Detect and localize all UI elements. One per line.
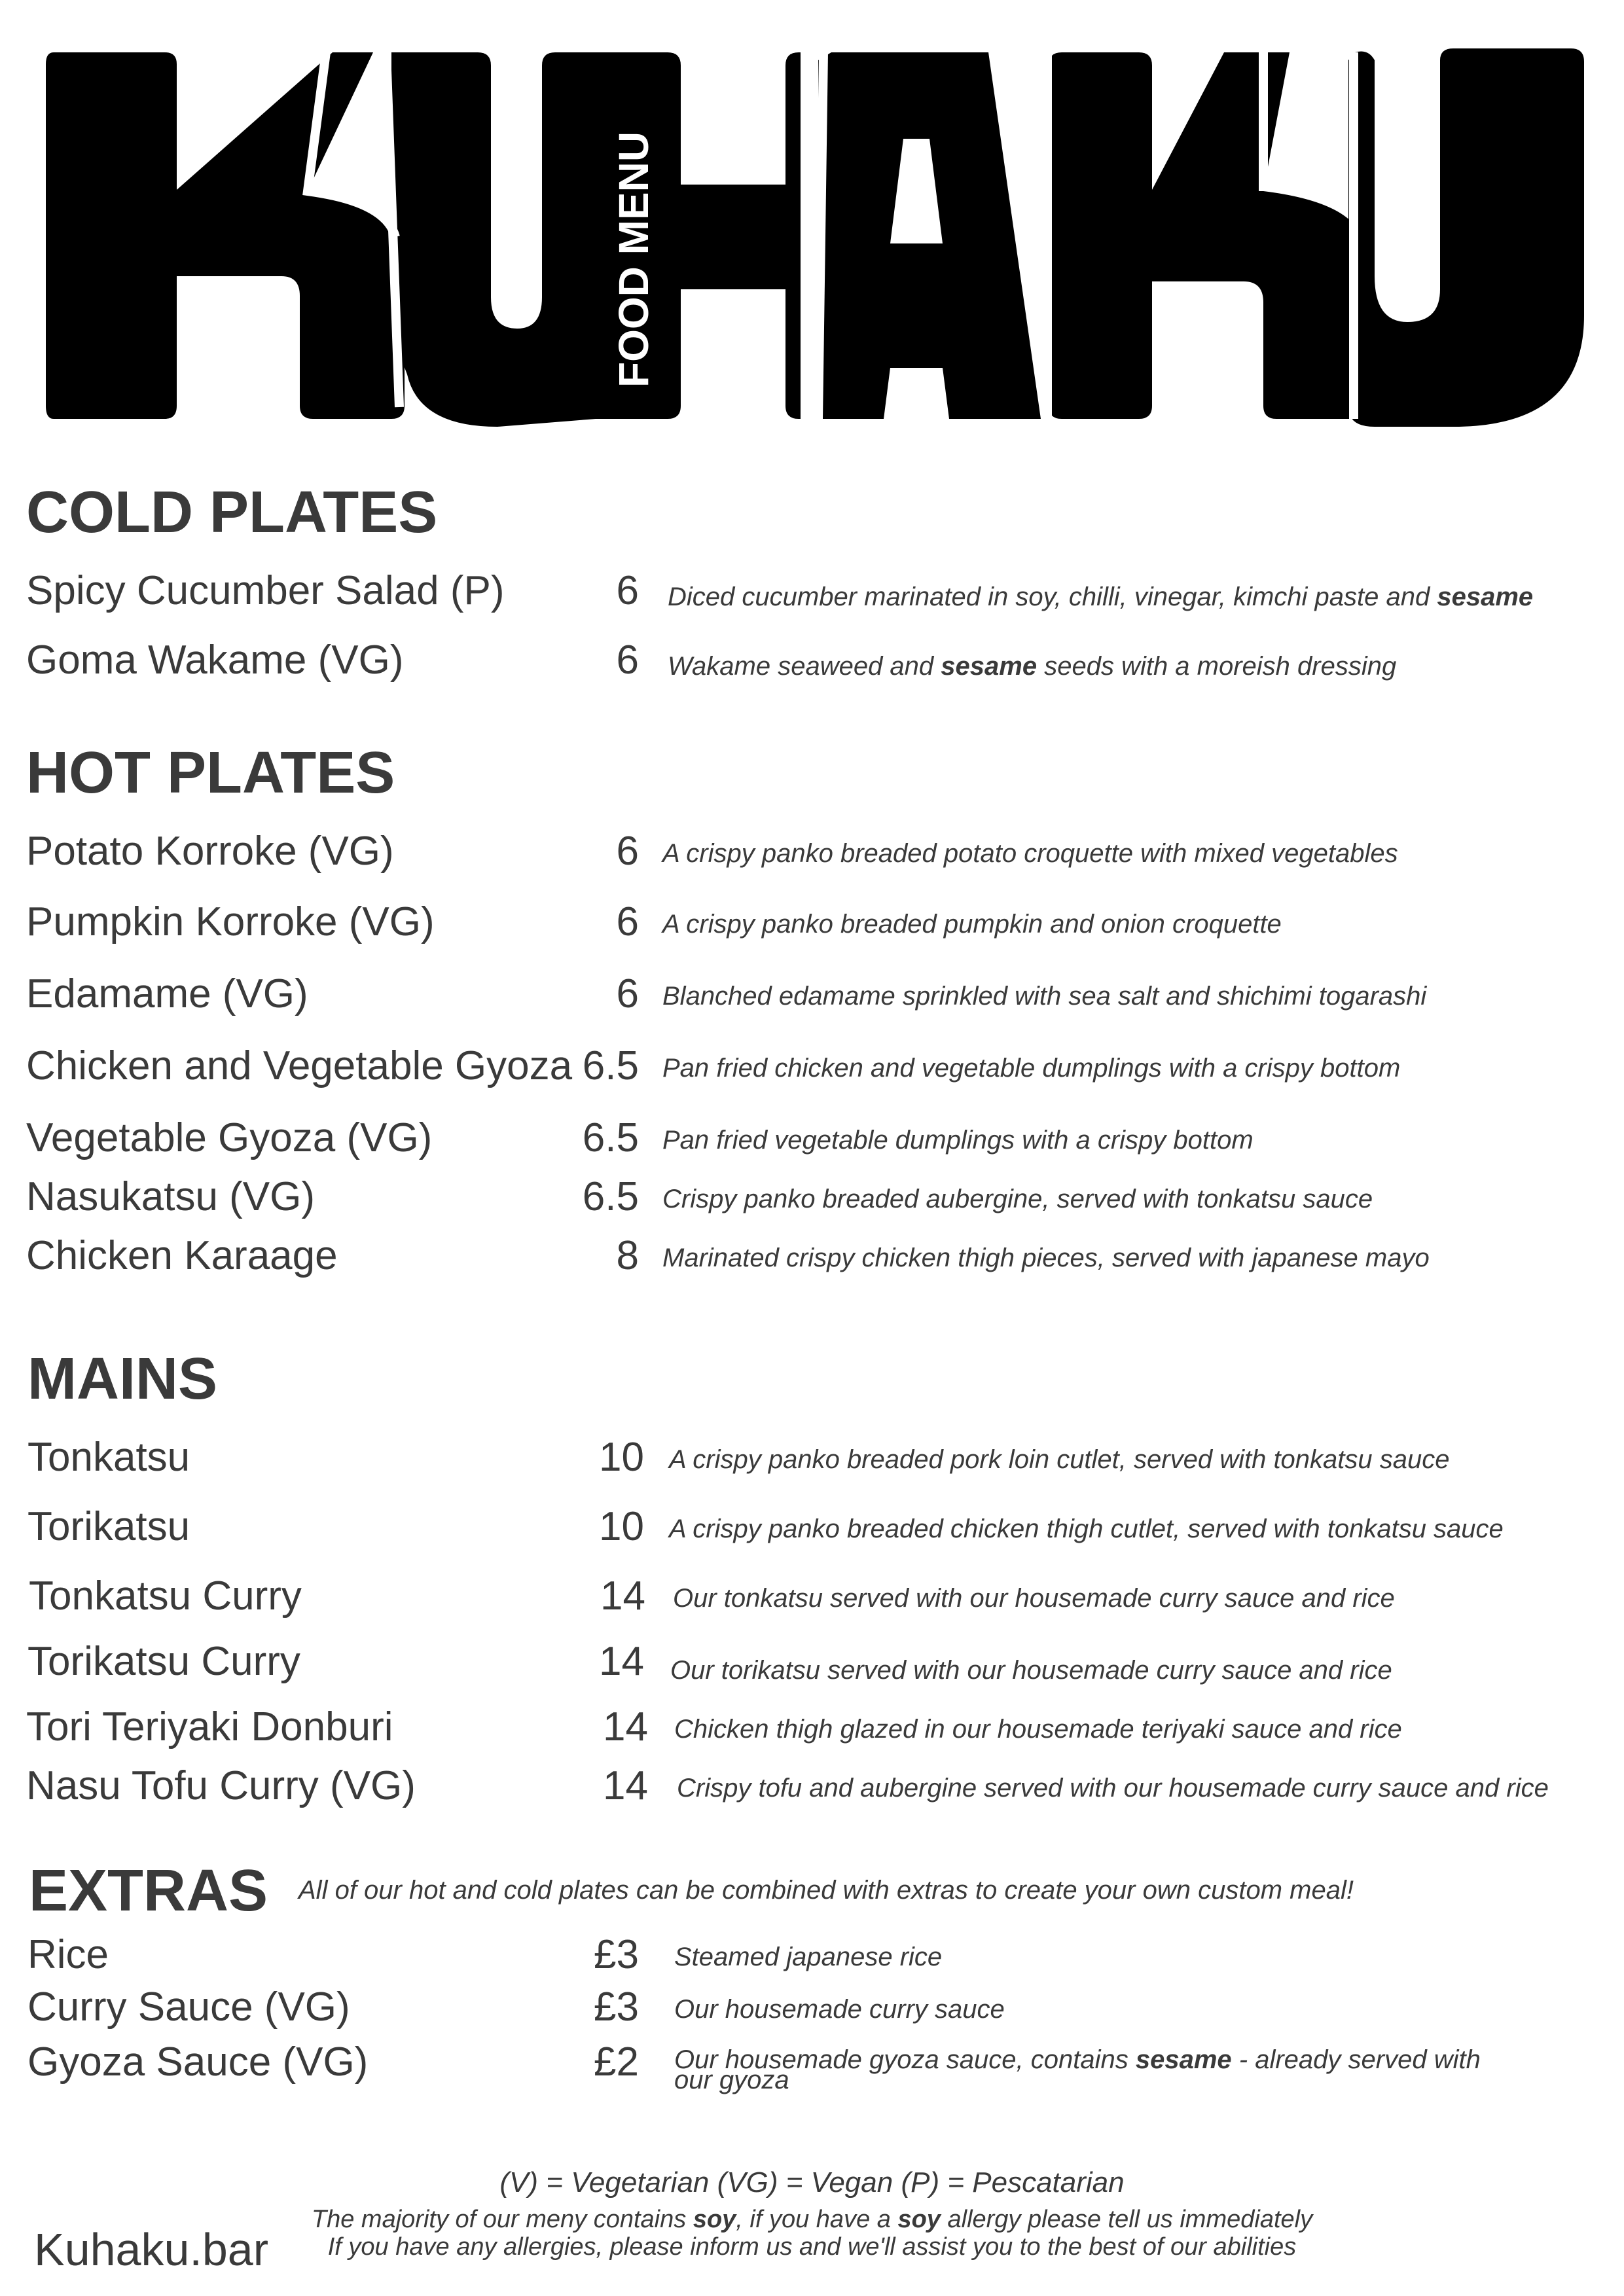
item-name: Spicy Cucumber Salad (P)	[26, 568, 505, 613]
item-price: 14	[603, 1704, 648, 1749]
item-name: Pumpkin Korroke (VG)	[26, 899, 435, 944]
hot-plates-heading: HOT PLATES	[26, 740, 395, 806]
item-price: £3	[594, 1932, 639, 1977]
item-description: Crispy tofu and aubergine served with our housemade curry sauce and rice	[677, 1774, 1549, 1803]
menu-item	[0, 1437, 1624, 1490]
item-description: Pan fried vegetable dumplings with a crispy bottom	[662, 1126, 1254, 1155]
menu-item	[0, 1641, 1624, 1694]
menu-item	[0, 1504, 1624, 1559]
item-price: 6.5	[582, 1115, 639, 1160]
logo-letter-h	[573, 52, 805, 419]
item-price: 6.5	[582, 1043, 639, 1088]
cold-plates-heading: COLD PLATES	[26, 480, 438, 545]
item-description: Pan fried chicken and vegetable dumplings with a crispy bottom	[662, 1054, 1401, 1083]
item-name: Gyoza Sauce (VG)	[27, 2039, 369, 2085]
item-description: Steamed japanese rice	[674, 1943, 943, 1971]
item-name: Vegetable Gyoza (VG)	[26, 1115, 433, 1160]
menu-item	[0, 1115, 1624, 1170]
menu-item	[0, 899, 1624, 954]
extras-heading: EXTRAS	[29, 1858, 268, 1924]
menu-item	[0, 1573, 1624, 1628]
item-description: Crispy panko breaded aubergine, served with tonkatsu sauce	[662, 1185, 1373, 1213]
item-name: Tonkatsu	[27, 1435, 190, 1480]
item-name: Tori Teriyaki Donburi	[26, 1704, 393, 1749]
logo-letter-a	[818, 52, 1041, 419]
menu-item	[0, 1043, 1624, 1098]
item-name: Torikatsu Curry	[27, 1639, 300, 1684]
item-price: 14	[603, 1763, 648, 1808]
item-name: Tonkatsu Curry	[29, 1573, 302, 1619]
logo-tagline: FOOD MENU	[610, 131, 657, 387]
item-price: 14	[600, 1573, 645, 1619]
extras-note: All of our hot and cold plates can be combined with extras to create your own custom meal!	[298, 1876, 1354, 1905]
logo-letter-k	[46, 52, 405, 419]
item-price: £2	[594, 2039, 639, 2085]
item-name: Goma Wakame (VG)	[26, 637, 404, 683]
item-name: Nasukatsu (VG)	[26, 1174, 316, 1219]
item-description: Marinated crispy chicken thigh pieces, served with japanese mayo	[662, 1244, 1430, 1272]
dietary-legend: (V) = Vegetarian (VG) = Vegan (P) = Pescatarian	[499, 2166, 1125, 2198]
kuhaku-logo	[46, 41, 1597, 433]
item-description: Diced cucumber marinated in soy, chilli, vinegar, kimchi paste and sesame	[668, 583, 1534, 611]
item-price: 6	[616, 829, 639, 874]
item-description: Our torikatsu served with our housemade curry sauce and rice	[670, 1656, 1392, 1685]
item-name: Torikatsu	[27, 1504, 190, 1549]
menu-item	[0, 568, 1624, 623]
menu-item	[0, 1932, 1624, 1987]
menu-item	[0, 1984, 1624, 2039]
menu-item	[0, 1174, 1624, 1229]
item-description: Our housemade curry sauce	[674, 1995, 1005, 2024]
item-name: Curry Sauce (VG)	[27, 1984, 350, 2030]
item-name: Edamame (VG)	[26, 971, 308, 1016]
item-name: Rice	[27, 1932, 109, 1977]
item-price: 6	[616, 637, 639, 683]
item-description: Our tonkatsu served with our housemade curry sauce and rice	[673, 1584, 1395, 1613]
logo-letter-k2	[1049, 52, 1368, 419]
item-description: A crispy panko breaded pumpkin and onion croquette	[662, 910, 1282, 939]
logo-letter-u	[391, 52, 596, 427]
item-name: Chicken Karaage	[26, 1233, 338, 1278]
item-price: 6.5	[582, 1174, 639, 1219]
menu-item	[0, 971, 1624, 1026]
item-name: Potato Korroke (VG)	[26, 829, 394, 874]
item-price: 6	[616, 971, 639, 1016]
item-description: A crispy panko breaded potato croquette with mixed vegetables	[662, 839, 1398, 868]
item-description: Chicken thigh glazed in our housemade teriyaki sauce and rice	[674, 1715, 1402, 1744]
mains-heading: MAINS	[27, 1346, 217, 1412]
menu-item	[0, 1763, 1624, 1818]
item-name: Chicken and Vegetable Gyoza	[26, 1043, 573, 1088]
menu-item	[0, 831, 1624, 884]
allergy-notice: If you have any allergies, please inform us and we'll assist you to the best of our abilities	[327, 2233, 1297, 2261]
menu-item	[0, 1233, 1624, 1288]
soy-warning: The majority of our meny contains soy, if you have a soy allergy please tell us immediately	[311, 2206, 1313, 2233]
menu-item	[0, 1704, 1624, 1759]
item-price: £3	[594, 1984, 639, 2030]
logo-letter-u2	[1348, 48, 1584, 427]
item-price: 10	[599, 1504, 644, 1549]
item-price: 8	[616, 1233, 639, 1278]
item-price: 6	[616, 568, 639, 613]
item-description: Our housemade gyoza sauce, contains sesame - already served with our gyoza	[674, 2045, 1481, 2095]
item-description: Blanched edamame sprinkled with sea salt and shichimi togarashi	[662, 982, 1427, 1011]
item-description: A crispy panko breaded chicken thigh cutlet, served with tonkatsu sauce	[669, 1515, 1504, 1543]
item-name: Nasu Tofu Curry (VG)	[26, 1763, 416, 1808]
item-price: 6	[616, 899, 639, 944]
item-description: A crispy panko breaded pork loin cutlet, served with tonkatsu sauce	[669, 1445, 1450, 1474]
item-price: 10	[599, 1435, 644, 1480]
website-link[interactable]: Kuhaku.bar	[34, 2224, 269, 2275]
item-description: Wakame seaweed and sesame seeds with a moreish dressing	[668, 652, 1397, 681]
menu-item	[0, 637, 1624, 692]
item-price: 14	[599, 1639, 644, 1684]
menu-item	[0, 2039, 1624, 2114]
